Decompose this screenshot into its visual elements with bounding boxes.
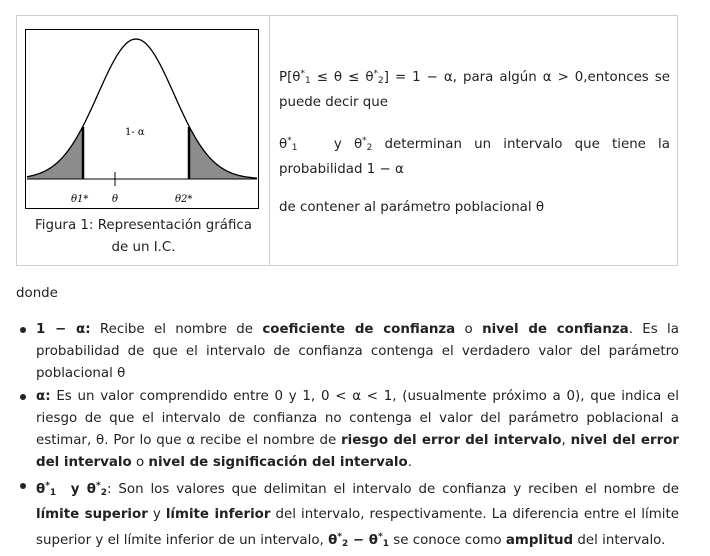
- normal-distribution-figure: [25, 29, 259, 209]
- interval-statement: $\theta^*_1$ y $\theta^*_2$ determinan un intervalo que tiene la: [279, 136, 670, 153]
- list-item-alpha: α: Es un valor comprendido entre 0 y 1, 0 < α < 1, (usualmente próximo a 0), que indica el riesgo de que el intervalo de confianza no contenga el valor del parámetro poblacional a estimar, θ. Por lo que α recibe el nombre de riesgo del error del intervalo, nivel del error del intervalo o nivel de significación del intervalo.: [36, 386, 679, 474]
- figure-cell: [17, 16, 270, 265]
- interval-statement-line2: probabilidad 1 − α: [279, 162, 404, 177]
- confidence-interval-table: [16, 15, 678, 266]
- tick-label-center: θ: [112, 194, 119, 205]
- parameter-statement: de contener al parámetro poblacional θ: [279, 200, 545, 215]
- caption-line-2: de un I.C.: [111, 240, 176, 255]
- definitions-list: [16, 319, 679, 556]
- tick-label-left: θ1*: [71, 194, 89, 205]
- probability-statement: $P[\theta^*_1 \le \theta \le \theta^*_2] = 1 - \alpha$, para algún α > 0,entonces se: [279, 69, 670, 86]
- figure-caption: [17, 215, 270, 259]
- list-item-confidence: 1 − α: Recibe el nombre de coeficiente de confianza o nivel de confianza. Es la probabilidad de que el intervalo de confianza contenga el verdadero valor del parámetro poblacional θ: [36, 319, 679, 385]
- figure-frame: [26, 30, 259, 209]
- donde-text: donde: [16, 286, 58, 301]
- tick-label-right: θ2*: [175, 194, 193, 205]
- list-item-limits: $\theta^*_1$ y $\theta^*_2$: Son los valores que delimitan el intervalo de confianza y reciben el nombre de límite superior y límite inferior del intervalo, respectivamente. La diferencia entre el límite superior y el límite inferior de un intervalo, $\theta^*_2 - \theta^*_1$ se conoce como amplitud del intervalo.: [36, 475, 679, 555]
- definition-cell: [279, 63, 670, 219]
- inner-area-label: 1- α: [125, 127, 145, 138]
- probability-statement-line2: puede decir que: [279, 95, 389, 110]
- caption-line-1: Figura 1: Representación gráfica: [35, 218, 252, 233]
